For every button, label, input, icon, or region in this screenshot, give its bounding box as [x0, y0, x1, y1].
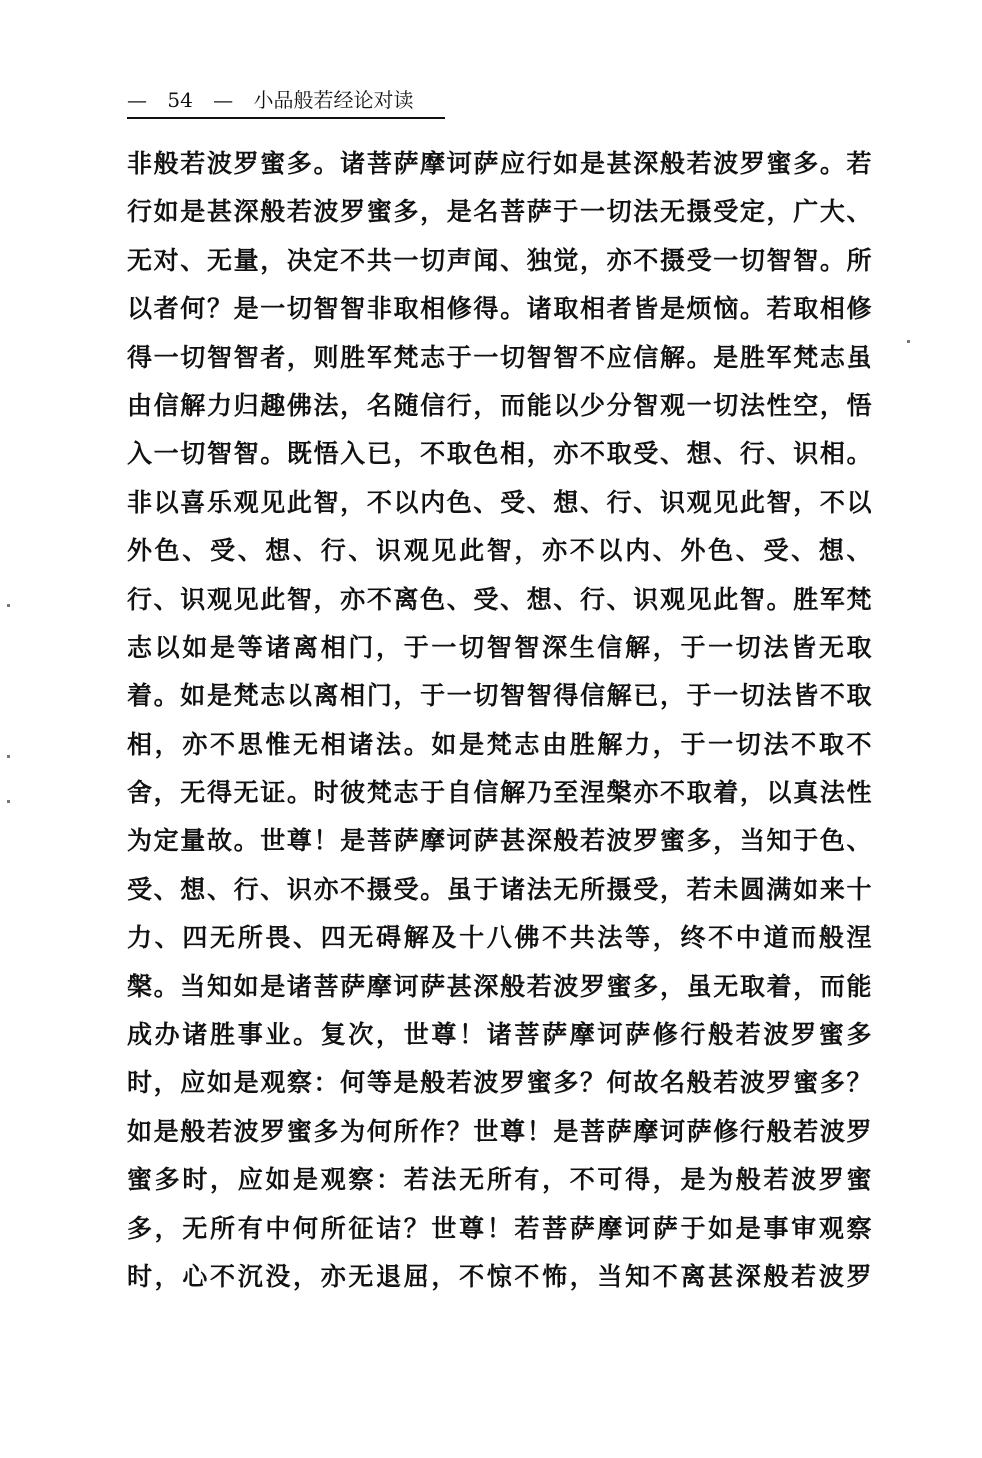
text-line: 非般若波罗蜜多。诸菩萨摩诃萨应行如是甚深般若波罗蜜多。若 [127, 149, 872, 178]
text-line: 时，应如是观察：何等是般若波罗蜜多？何故名般若波罗蜜多？ [127, 1068, 872, 1098]
text-line: 槃。当知如是诸菩萨摩诃萨甚深般若波罗蜜多，虽无取着，而能 [127, 971, 872, 1001]
text-line: 多，无所有中何所征诘？世尊！若菩萨摩诃萨于如是事审观察 [127, 1213, 872, 1243]
text-line: 入一切智智。既悟入已，不取色相，亦不取受、想、行、识相。 [127, 439, 872, 469]
body-text [127, 140, 872, 1301]
text-line: 相，亦不思惟无相诸法。如是梵志由胜解力，于一切法不取不 [127, 729, 872, 759]
text-line: 蜜多时，应如是观察：若法无所有，不可得，是为般若波罗蜜 [127, 1165, 872, 1195]
scan-speck [7, 755, 10, 758]
text-line: 着。如是梵志以离相门，于一切智智得信解已，于一切法皆不取 [127, 681, 872, 711]
text-line: 力、四无所畏、四无碍解及十八佛不共法等，终不中道而般涅 [127, 923, 872, 953]
header-dash-right: — [213, 88, 234, 112]
page-header [127, 84, 447, 118]
header-dash-left: — [127, 88, 147, 112]
page-number: 54 [167, 88, 193, 112]
text-line: 外色、受、想、行、识观见此智，亦不以内、外色、受、想、 [127, 536, 872, 566]
text-line: 以者何？是一切智智非取相修得。诸取相者皆是烦恼。若取相修 [127, 294, 872, 324]
scan-speck [7, 800, 10, 803]
text-line: 得一切智智者，则胜军梵志于一切智智不应信解。是胜军梵志虽 [127, 342, 872, 372]
text-line: 时，心不沉没，亦无退屈，不惊不怖，当知不离甚深般若波罗 [127, 1261, 872, 1291]
scan-speck [907, 340, 910, 343]
text-line: 志以如是等诸离相门，于一切智智深生信解，于一切法皆无取 [127, 632, 872, 662]
scan-speck [7, 604, 10, 607]
header-rule [127, 117, 445, 119]
text-line: 成办诸胜事业。复次，世尊！诸菩萨摩诃萨修行般若波罗蜜多 [127, 1020, 872, 1050]
text-line: 行、识观见此智，亦不离色、受、想、行、识观见此智。胜军梵 [127, 584, 872, 614]
text-line: 如是般若波罗蜜多为何所作？世尊！是菩萨摩诃萨修行般若波罗 [127, 1116, 872, 1146]
text-line: 为定量故。世尊！是菩萨摩诃萨甚深般若波罗蜜多，当知于色、 [127, 826, 872, 856]
text-line: 非以喜乐观见此智，不以内色、受、想、行、识观见此智，不以 [127, 487, 872, 517]
text-line: 舍，无得无证。时彼梵志于自信解乃至涅槃亦不取着，以真法性 [127, 778, 872, 808]
text-line: 行如是甚深般若波罗蜜多，是名菩萨于一切法无摄受定，广大、 [127, 197, 872, 227]
text-line: 受、想、行、识亦不摄受。虽于诸法无所摄受，若未圆满如来十 [127, 874, 872, 904]
text-line: 无对、无量，决定不共一切声闻、独觉，亦不摄受一切智智。所 [127, 245, 872, 275]
text-line: 由信解力归趣佛法，名随信行，而能以少分智观一切法性空，悟 [127, 390, 872, 420]
book-title: 小品般若经论对读 [253, 88, 414, 112]
